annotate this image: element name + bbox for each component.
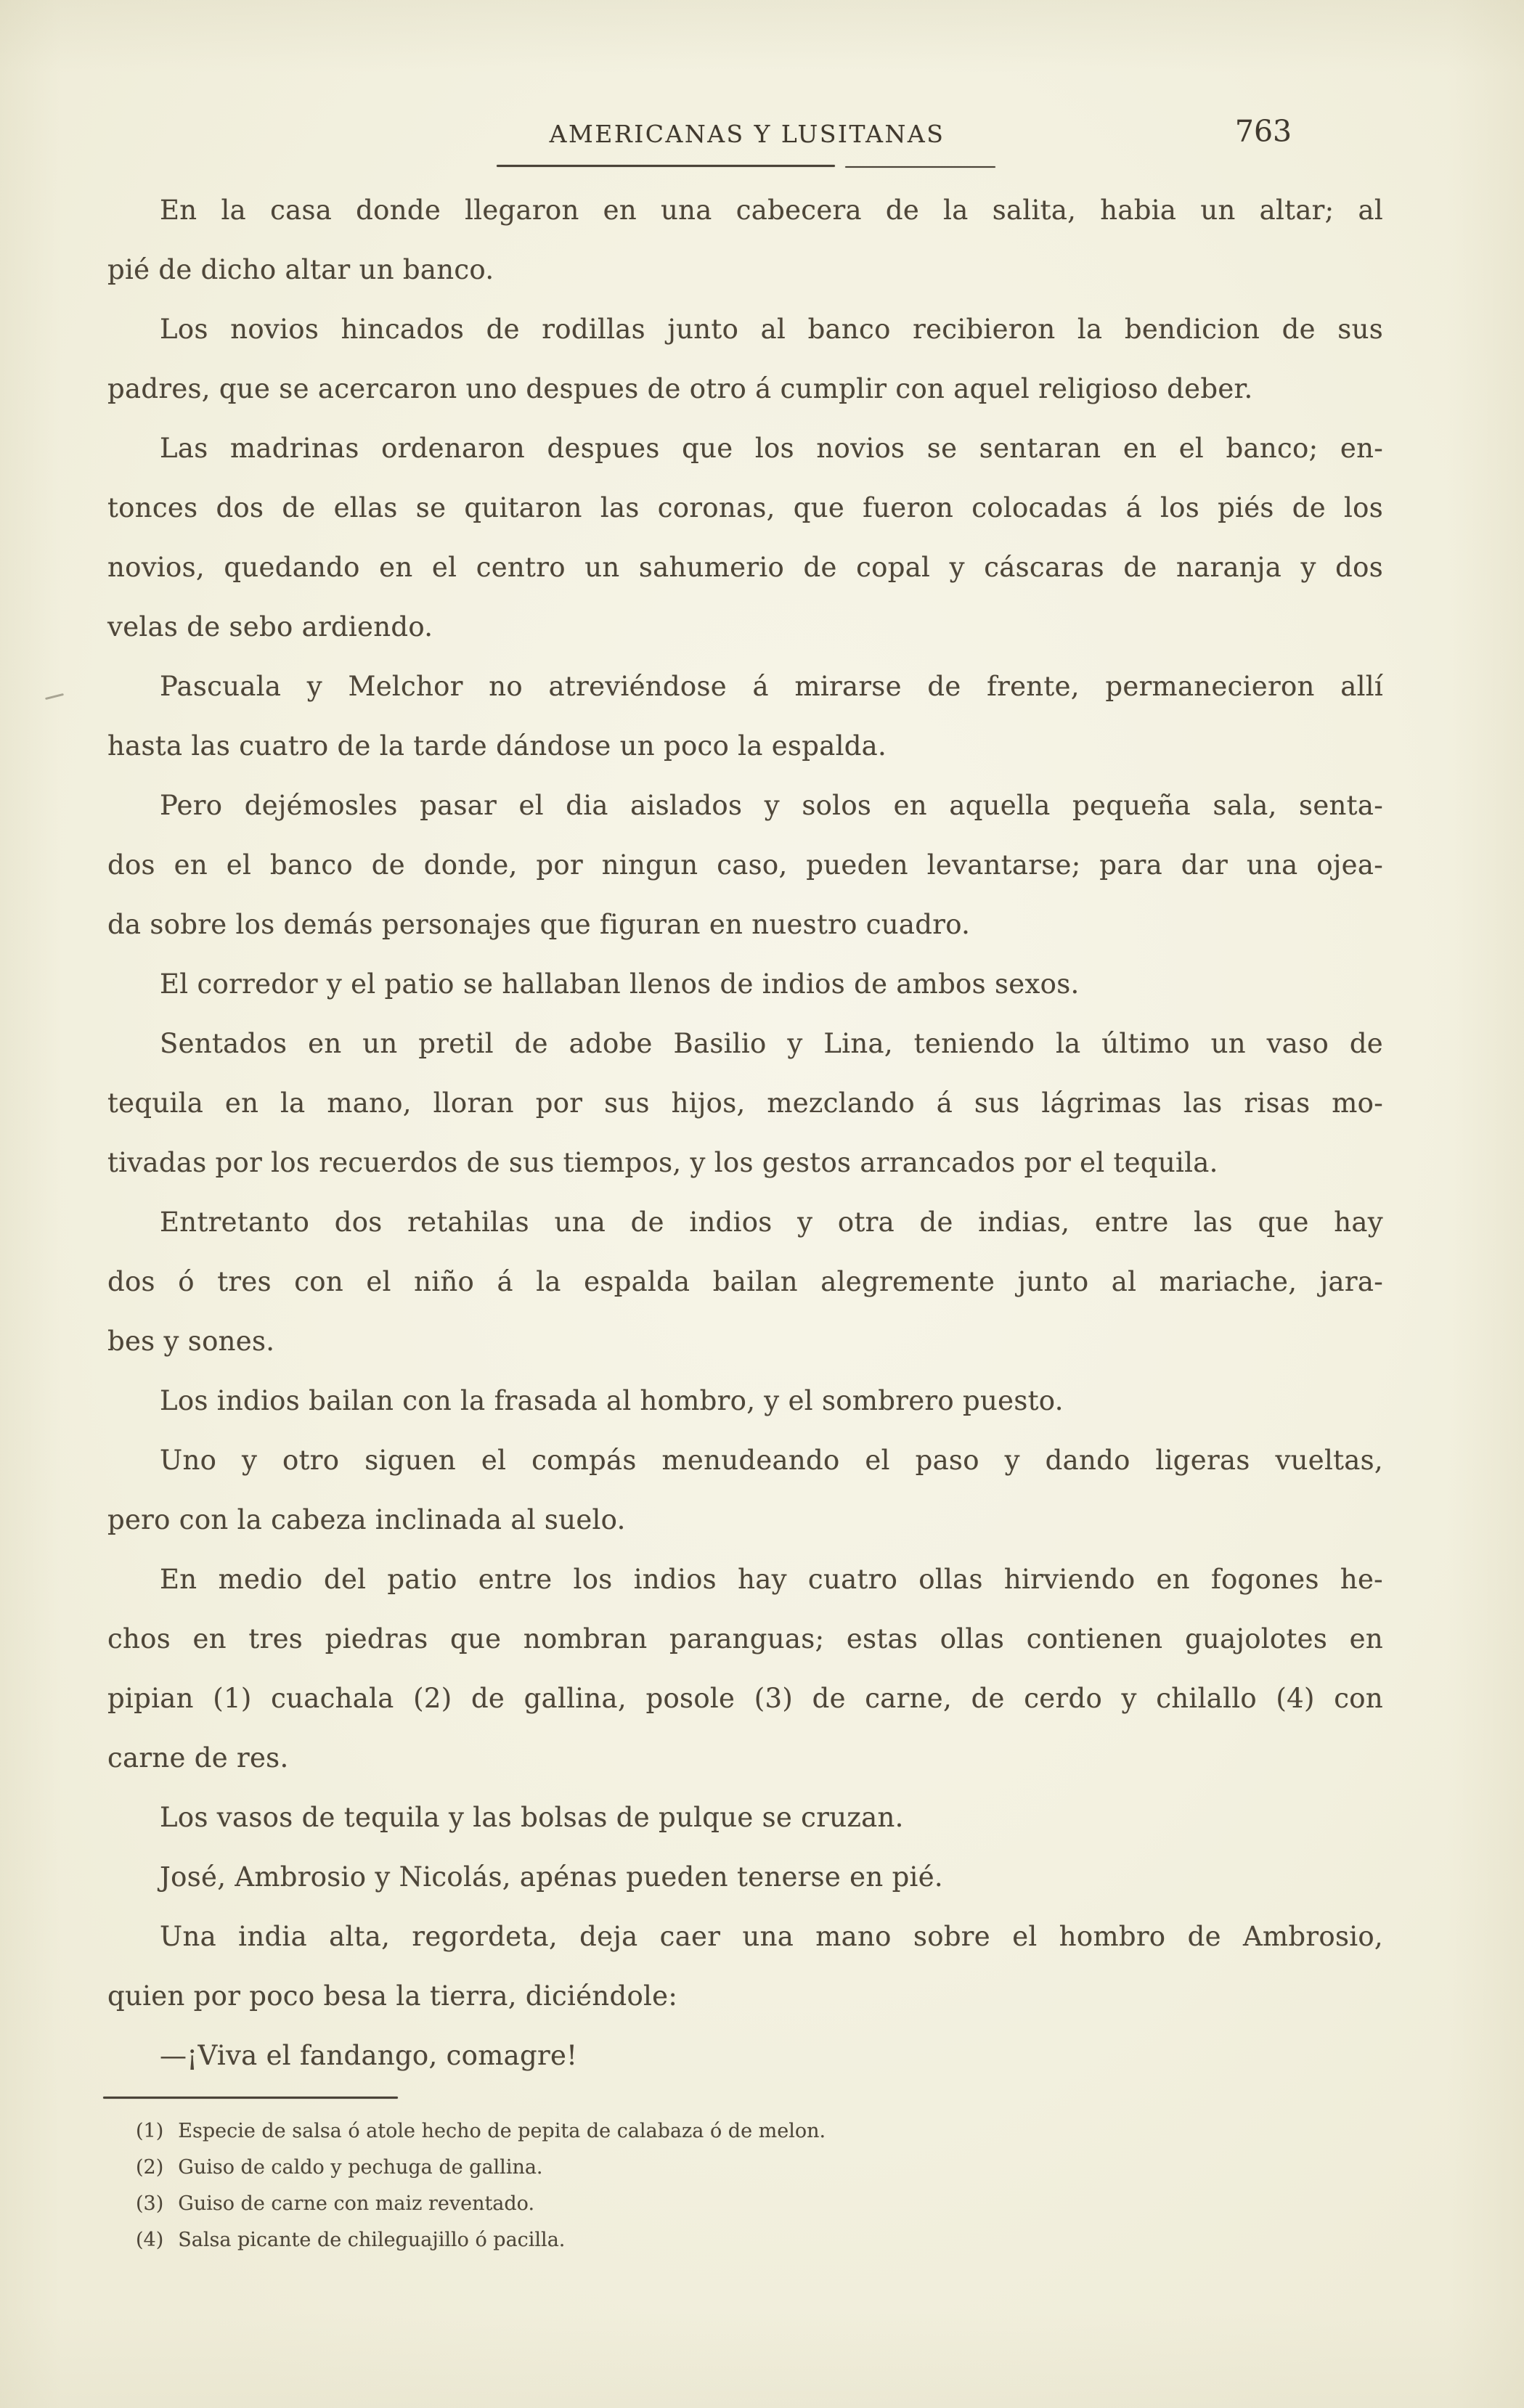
text-line: Los novios hincados de rodillas junto al banco recibieron la bendicion de sus	[160, 314, 1383, 345]
text-line: Pascuala y Melchor no atreviéndose á mirarse de frente, permanecieron allí	[160, 671, 1383, 702]
body-text	[107, 181, 1383, 2086]
text-line: Las madrinas ordenaron despues que los novios se sentaran en el banco; en-	[160, 433, 1383, 464]
footnotes	[136, 2113, 1225, 2258]
header-rule-left	[497, 165, 835, 167]
text-line: En la casa donde llegaron en una cabecera de la salita, habia un altar; al	[160, 195, 1383, 226]
text-line: El corredor y el patio se hallaban llenos de indios de ambos sexos.	[160, 968, 1080, 1000]
text-line: Los vasos de tequila y las bolsas de pulque se cruzan.	[160, 1802, 904, 1833]
scan-speck	[45, 693, 64, 700]
text-line: —¡Viva el fandango, comagre!	[160, 2040, 578, 2071]
text-line: pié de dicho altar un banco.	[107, 254, 494, 285]
footnote-number: (1)	[136, 2120, 164, 2142]
footnote-item	[136, 2150, 1225, 2186]
text-line: dos ó tres con el niño á la espalda bailan alegremente junto al mariache, jara-	[107, 1266, 1383, 1297]
text-line: da sobre los demás personajes que figuran en nuestro cuadro.	[107, 909, 971, 940]
text-line: padres, que se acercaron uno despues de otro á cumplir con aquel religioso deber.	[107, 373, 1253, 404]
header-rule-right	[845, 166, 995, 168]
footnote-number: (3)	[136, 2192, 164, 2215]
text-line: chos en tres piedras que nombran paranguas; estas ollas contienen guajolotes en	[107, 1623, 1383, 1654]
text-line: Uno y otro siguen el compás menudeando el paso y dando ligeras vueltas,	[160, 1445, 1383, 1476]
text-line: Una india alta, regordeta, deja caer una mano sobre el hombro de Ambrosio,	[160, 1921, 1383, 1952]
text-line: carne de res.	[107, 1742, 289, 1774]
footnote-item	[136, 2186, 1225, 2222]
text-line: En medio del patio entre los indios hay cuatro ollas hirviendo en fogones he-	[160, 1564, 1383, 1595]
text-line: Entretanto dos retahilas una de indios y otra de indias, entre las que hay	[160, 1207, 1383, 1238]
text-line: dos en el banco de donde, por ningun caso, pueden levantarse; para dar una ojea-	[107, 849, 1383, 881]
footnote-divider	[103, 2097, 398, 2099]
text-line: bes y sones.	[107, 1326, 275, 1357]
footnote-text: Guiso de carne con maiz reventado.	[178, 2192, 535, 2215]
running-title: AMERICANAS Y LUSITANAS	[549, 120, 945, 148]
text-line: Sentados en un pretil de adobe Basilio y Lina, teniendo la último un vaso de	[160, 1028, 1383, 1059]
text-line: novios, quedando en el centro un sahumerio de copal y cáscaras de naranja y dos	[107, 552, 1383, 583]
text-line: pero con la cabeza inclinada al suelo.	[107, 1504, 626, 1535]
text-line: tivadas por los recuerdos de sus tiempos, y los gestos arrancados por el tequila.	[107, 1147, 1218, 1178]
footnote-item	[136, 2113, 1225, 2150]
text-line: pipian (1) cuachala (2) de gallina, posole (3) de carne, de cerdo y chilallo (4) con	[107, 1683, 1383, 1714]
footnote-text: Salsa picante de chileguajillo ó pacilla.	[178, 2229, 566, 2251]
footnote-item	[136, 2222, 1225, 2258]
text-line: tonces dos de ellas se quitaron las coronas, que fueron colocadas á los piés de los	[107, 492, 1383, 523]
text-line: Pero dejémosles pasar el dia aislados y solos en aquella pequeña sala, senta-	[160, 790, 1383, 821]
text-line: Los indios bailan con la frasada al hombro, y el sombrero puesto.	[160, 1385, 1064, 1416]
text-line: hasta las cuatro de la tarde dándose un poco la espalda.	[107, 730, 887, 762]
page-number: 763	[1234, 114, 1292, 149]
footnote-number: (4)	[136, 2229, 164, 2251]
footnote-number: (2)	[136, 2156, 164, 2179]
footnote-text: Especie de salsa ó atole hecho de pepita de calabaza ó de melon.	[178, 2120, 826, 2142]
footnote-text: Guiso de caldo y pechuga de gallina.	[178, 2156, 543, 2179]
text-line: José, Ambrosio y Nicolás, apénas pueden tenerse en pié.	[160, 1861, 943, 1893]
text-line: velas de sebo ardiendo.	[107, 611, 433, 642]
text-line: tequila en la mano, lloran por sus hijos, mezclando á sus lágrimas las risas mo-	[107, 1087, 1383, 1119]
text-line: quien por poco besa la tierra, diciéndole:	[107, 1980, 678, 2012]
